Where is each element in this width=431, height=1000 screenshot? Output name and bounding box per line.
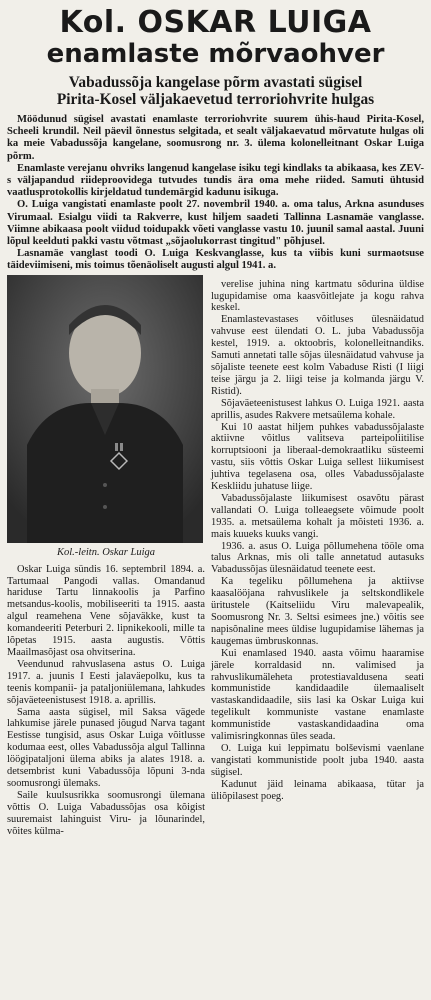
- lead-paragraph: O. Luiga vangistati enamlaste poolt 27. novembril 1940. a. oma talus, Arkna asunduses Virumaal. Esialgu viidi ta Rakverre, kust hiljem saadeti Tallinna Lasnamäe vanglasse. Viimne abikaasa poolt viidud toidupakk võeti vanglasse vastu 10. juunil samal aastal. Juuni lõpul keelduti pakki vastu võtmast „sõjaolukorrast tingitud" põhjusel.: [7, 199, 424, 248]
- right-paragraph: Vabadussõjalaste liikumisest osavõtu pärast vallandati O. Luiga tolleaegsete võimude poolt 1935. a. metsaülema kohalt ja mõisteti 1936. a. mais kuueks kuuks vangi.: [211, 492, 424, 540]
- lead-paragraph: Lasnamäe vanglast toodi O. Luiga Keskvanglasse, kus ta viibis kuni surmaotsuse täideviimiseni, mis toimus tõenäoliselt augusti algul 1941. a.: [7, 248, 424, 272]
- right-column: [211, 279, 424, 838]
- right-paragraph: Sõjaväeteenistusest lahkus O. Luiga 1921. aasta aprillis, asudes Rakvere metsaülema kohale.: [211, 397, 424, 421]
- left-paragraph: Sama aasta sügisel, mil Saksa vägede lahkumise järele punased jõugud Narva tagant Eestisse tungisid, asus Oskar Luiga võitlusse kodumaa eest, olles Vabadussõja algul Tallinna löögipataljoni ülema abiks ja alates 1918. a. detsembrist kuni Vabadussõja lõpuni 3-nda soomusrongi ülemaks.: [7, 706, 205, 789]
- article-columns: [7, 279, 424, 838]
- lead-section: [7, 114, 424, 273]
- right-paragraph: Kui enamlased 1940. aasta võimu haaramise järele korraldasid nn. valimised ja rahvuslikumäleheta protestiavaldusena seati kommunistide kandidaadile ülemaaliselt vastaskandidaadile, siis lasi ka Oskar Luiga kui tegelikult kommuniste vastane enamlaste kommunistide vastaskandidaadina oma valimisringkonnas üles seada.: [211, 647, 424, 743]
- right-paragraph: Kadunut jäid leinama abikaasa, tütar ja üliõpilasest poeg.: [211, 778, 424, 802]
- left-paragraph: Veendunud rahvuslasena astus O. Luiga 1917. a. juunis I Eesti jalaväepolku, kus ta teenis kompanii- ja pataljoniülemana, lahkudes sõjaväeteenistusest 1918. a. aprillis.: [7, 658, 205, 706]
- portrait-illustration: [7, 275, 203, 543]
- lead-paragraph: Möödunud sügisel avastati enamlaste terroriohvrite suurem ühis-haud Pirita-Kosel, Scheeli krundil. Neil päevil õnnestus selgitada, et sealt väljakaevatud mõrvatute hulgas oli ka meie Vabadussõja kangelane, soomusrong nr. 3. ülema kolonelleitnant Oskar Luiga põrm.: [7, 114, 424, 162]
- headline-line2: enamlaste mõrvaohver: [46, 39, 385, 69]
- right-paragraph: Ka tegeliku põllumehena ja aktiivse kaasalööjana rahvuslikele ja seltskondlikele üritustele (Kaitseliidu Viru malevapealik, Soomusrong Nr. 3. Seltsi esimees jne.) võitis see napisõnaline mees üldise lugupidamise lähemas ja kaugemas ümbruskonnas.: [211, 576, 424, 647]
- right-paragraph: Enamlastevastases võitluses ülesnäidatud vahvuse eest ülendati O. L. juba Vabadussõja kestel, 1919. a. oktoobris, kolonelleitnandiks. Samuti annetati talle sõjas ülesnäidatud vahvuse ja sõjaliste teenete eest kolm Vabaduse Risti (I liigi teise järgu ja 2. liigi teise ja kolmanda järgu V. Ristid).: [211, 314, 424, 397]
- right-paragraph: O. Luiga kui leppimatu bolševismi vaenlane vangistati kommunistide poolt juba 1940. aasta sügisel.: [211, 742, 424, 778]
- headline-line1: Kol. OSKAR LUIGA: [59, 5, 372, 40]
- right-paragraph: Kui 10 aastat hiljem puhkes vabadussõjalaste aktiivne võitlus valitseva parteipoliitilise korruptsiooni ja liberaal-demokraatliku süsteemi vastu, siis võttis Oskar Luiga sellest liikumisest juhtiva tegelasena osa, olles Vabadussõjalaste Keskliidu juhatuse liige.: [211, 421, 424, 493]
- left-column: [7, 279, 205, 838]
- left-paragraph: Saile kuulsusrikka soomusrongi ülemana võttis O. Luiga Vabadussõjas osa kõigist suuremaist lahinguist Viru- ja lõunarindel, võites külma-: [7, 789, 205, 837]
- lead-paragraph: Enamlaste verejanu ohvriks langenud kangelase isiku tegi kindlaks ta abikaasa, kes ZEV-s väljapandud riideproovidega tutvudes tundis ära oma mehe riided. Samuti ühtusid vaatlusprotokollis kirjeldatud tundemärgid kadunu isikuga.: [7, 162, 424, 199]
- subheadline-line2: Pirita-Kosel väljakaevetud terroriohvrite hulgas: [56, 91, 375, 108]
- portrait-photo: [7, 275, 203, 543]
- photo-caption: Kol.-leitn. Oskar Luiga: [56, 546, 155, 558]
- subheadline-line1: Vabadussõja kangelase põrm avastati sügisel: [68, 74, 363, 91]
- right-paragraph: verelise juhina ning kartmatu sõdurina üldise lugupidamise oma kaasvõitlejate ja kogu rahva keskel.: [211, 278, 424, 314]
- subheadline: [7, 74, 424, 108]
- left-paragraph: Oskar Luiga sündis 16. septembril 1894. a. Tartumaal Pangodi vallas. Omandanud hariduse Tartu linnakoolis ja Parfino metsandus-koolis, mobiliseeriti ta 1915. aasta algul reamehena Vene sõjaväkke, kust ta komandeeriti Peterburi 2. lipnikekooli, mille ta lõpetas 1915. aasta augustis. Võttis Maailmasõjast osa ohvitserina.: [7, 563, 205, 658]
- right-paragraph: 1936. a. asus O. Luiga põllumehena tööle oma talus Arknas, mis oli talle annetatud autasuks Vabadussõjas ülesnäidatud teenete eest.: [211, 540, 424, 576]
